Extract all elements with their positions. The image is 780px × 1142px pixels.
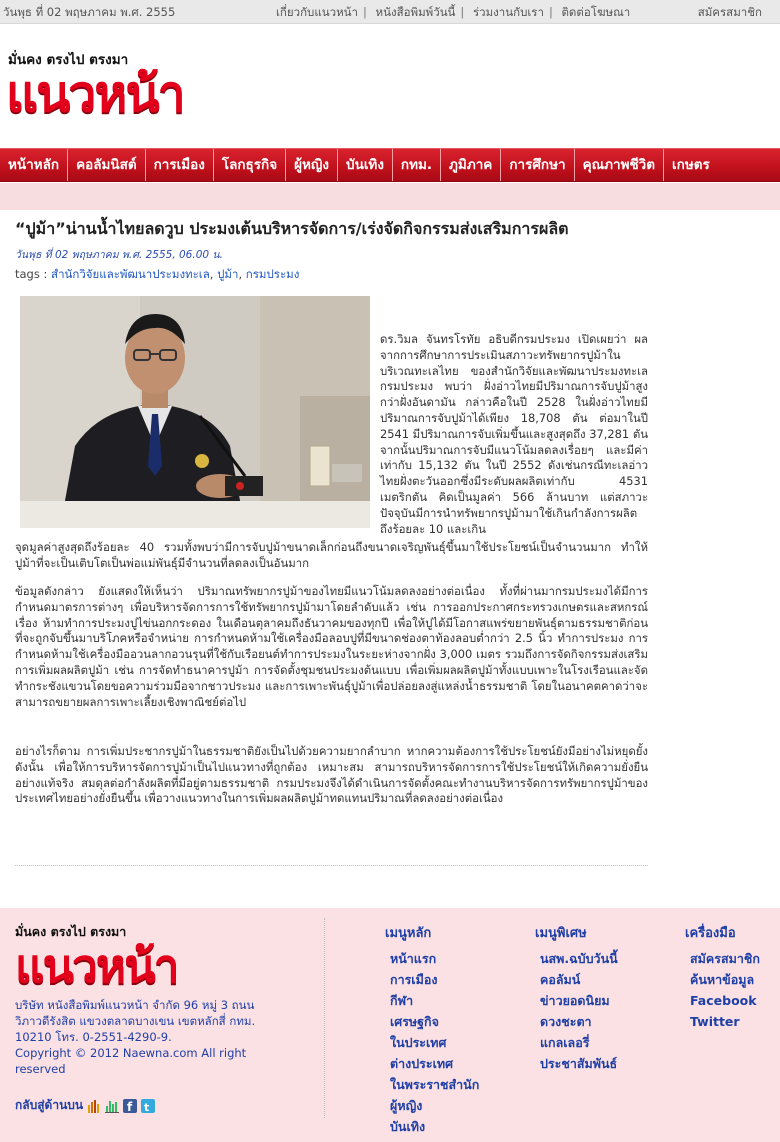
- footer-link[interactable]: ในพระราชสำนัก: [390, 1077, 480, 1092]
- nav-bangkok[interactable]: กทม.: [393, 149, 441, 181]
- logo-wordmark: แนวหน้า: [6, 65, 184, 123]
- footer-menu-heading: เมนูหลัก: [385, 926, 432, 941]
- footer-logo-wordmark: แนวหน้า: [15, 939, 178, 993]
- nav-columnists[interactable]: คอลัมนิสต์: [68, 149, 146, 181]
- top-link-advertise[interactable]: ติดต่อโฆษณา: [561, 5, 631, 19]
- separator: |: [548, 5, 553, 19]
- twitter-icon[interactable]: [141, 1099, 155, 1113]
- nav-subbar: [0, 183, 780, 210]
- footer-menu-heading: เมนูพิเศษ: [535, 926, 587, 941]
- footer-link[interactable]: ในประเทศ: [390, 1035, 447, 1050]
- footer-link[interactable]: เศรษฐกิจ: [390, 1014, 439, 1029]
- footer-link[interactable]: บันเทิง: [390, 1119, 426, 1134]
- top-bar: [0, 0, 780, 24]
- nav-agriculture[interactable]: เกษตร: [672, 157, 710, 173]
- footer-link[interactable]: คอลัมน์: [540, 972, 581, 987]
- top-links: [276, 4, 630, 22]
- site-logo[interactable]: [6, 48, 246, 128]
- tags-label: tags :: [15, 267, 48, 281]
- article-paragraph: อย่างไรก็ตาม การเพิ่มประชากรปูม้าในธรรมชาติยังเป็นไปด้วยความยากลำบาก หากความต้องการใช้ประโยชน์ยังมีอย่างไม่หยุดยั้ง ดังนั้น เพื่อให้การบริหารจัดการปูม้าเป็นไปแนวทางที่ถูกต้อง เหมาะสม สามารถบริหารจัดการการใช้ประโยชน์ให้เกิดความยั่งยืนอย่างแท้จริง สมดุลต่อกำลังผลิตที่มีอยู่ตามธรรมชาติ กรมประมงจึงได้ดำเนินการจัดตั้งคณะทำงานบริหารจัดการทรัพยากรปูม้าของประเทศไทยอย่างยั่งยืนขึ้น เพื่อวางแนวทางในการเพิ่มผลผลิตปูม้าทดแทนปริมาณที่ลดลงอย่างต่อเนื่อง: [15, 744, 648, 806]
- article-date: วันพุธ ที่ 02 พฤษภาคม พ.ศ. 2555, 06.00 น.: [15, 249, 223, 261]
- top-link-about[interactable]: เกี่ยวกับแนวหน้า: [276, 5, 358, 19]
- footer-divider: [324, 918, 325, 1118]
- footer-logo[interactable]: [15, 922, 255, 993]
- footer-main-menu: [385, 922, 479, 1137]
- article-paragraph: ดร.วิมล จันทรโรทัย อธิบดีกรมประมง เปิดเผยว่า ผลจากการศึกษาการประเมินสภาวะทรัพยากรปูม้าในบริเวณทะเลไทย ของสำนักวิจัยและพัฒนาประมงทะเล กรมประมง พบว่า ฝั่งอ่าวไทยมีปริมาณการจับปูม้าสูงกว่าฝั่งอันดามัน กล่าวคือในปี 2528 ในฝั่งอ่าวไทยมีปริมาณการจับปูม้าได้เพียง 18,708 ตัน ต่อมาในปี 2541 มีปริมาณการจับเพิ่มขึ้นและสูงสุดถึง 37,281 ตัน จากนั้นปริมาณการจับมีแนวโน้มลดลงเรื่อยๆ และมีค่าเท่ากับ 15,132 ตัน ในปี 2552 ดังเช่นกรณีทะเลอ่าวไทยฝั่งตะวันออกซึ่งมีระดับผลผลิตเท่ากับ 4531 เมตริกตัน คิดเป็นมูลค่า 566 ล้านบาท แต่สภาวะปัจจุบันมีการนำทรัพยากรปูม้ามาใช้เกินกำลังการผลิตถึงร้อยละ 10 และเกิน: [380, 332, 648, 536]
- top-link-subscribe[interactable]: สมัครสมาชิก: [697, 5, 762, 19]
- main-nav: [0, 148, 780, 182]
- nav-home[interactable]: หน้าหลัก: [0, 149, 68, 181]
- article-title: “ปูม้า”น่านน้ำไทยลดวูบ ประมงเต้นบริหารจัดการ/เร่งจัดกิจกรรมส่งเสริมการผลิต: [15, 219, 569, 238]
- top-link-today-paper[interactable]: หนังสือพิมพ์วันนี้: [375, 5, 456, 19]
- photo-illustration: [20, 296, 370, 528]
- footer-link[interactable]: กีฬา: [390, 993, 414, 1008]
- nav-women[interactable]: ผู้หญิง: [286, 149, 338, 181]
- footer-link[interactable]: นสพ.ฉบับวันนี้: [540, 951, 618, 966]
- nav-entertainment[interactable]: บันเทิง: [338, 149, 393, 181]
- back-to-top-label: กลับสู่ด้านบน: [15, 1098, 84, 1112]
- article-divider: [15, 865, 648, 866]
- footer-special-menu: [535, 922, 618, 1074]
- footer-link[interactable]: แกลเลอรี่: [540, 1035, 590, 1050]
- separator: |: [362, 5, 367, 19]
- current-date: วันพุธ ที่ 02 พฤษภาคม พ.ศ. 2555: [3, 5, 176, 19]
- footer-link[interactable]: ประชาสัมพันธ์: [540, 1056, 618, 1071]
- footer-address: [15, 997, 277, 1077]
- tag-link[interactable]: กรมประมง: [245, 267, 300, 281]
- tag-link[interactable]: สำนักวิจัยและพัฒนาประมงทะเล: [51, 267, 210, 281]
- footer-link[interactable]: ค้นหาข้อมูล: [690, 972, 755, 987]
- footer-link[interactable]: Twitter: [690, 1014, 740, 1029]
- facebook-icon[interactable]: [123, 1099, 137, 1113]
- nav-education[interactable]: การศึกษา: [501, 149, 574, 181]
- article-paragraph: ข้อมูลดังกล่าว ยังแสดงให้เห็นว่า ปริมาณทรัพยากรปูม้าของไทยมีแนวโน้มลดลงอย่างต่อเนื่อง ทั้งที่ผ่านมากรมประมงได้มีการกำหนดมาตรการต่างๆ เพื่อบริหารจัดการการใช้ทรัพยากรปูม้ามาโดยลำดับแล้ว เช่น การออกประกาศกระทรวงเกษตรและสหกรณ์ เรื่อง ห้ามทำการประมงปูไข่นอกกระดอง ในเดือนตุลาคมถึงธันวาคมของทุกปี เพื่อให้ปูได้มีโอกาสแพร่ขยายพันธุ์ตามธรรมชาติก่อนที่จะถูกจับขึ้นมาบริโภคหรือจำหน่าย การกำหนดห้ามใช้เครื่องมือลอบปูที่มีขนาดช่องตาท้องลอบต่ำกว่า 2.5 นิ้ว ทำการประมง การกำหนดห้ามใช้เครื่องมืออวนลากอวนรุนที่ใช้กับเรือยนต์ทำการประมงในระยะห่างจากฝั่ง 3,000 เมตร รวมถึงการจัดกิจกรรมส่งเสริมการเพิ่มผลผลิตปูม้า เช่น การจัดทำธนาคารปูม้า การจัดตั้งชุมชนประมงต้นแบบ เพื่อเพิ่มผลผลิตปูม้าทั้งแบบเพาะในโรงเรือนและจัดทำกระชังแขวนโดยขอความร่วมมือจากชาวประมง และการเพาะพันธุ์ปูม้าเพื่อปล่อยลงสู่แหล่งน้ำธรรมชาติ โดยในอนาคตคาดว่าจะสามารถขยายผลการเพาะเลี้ยงเชิงพาณิชย์ต่อไป: [15, 584, 648, 709]
- nav-politics[interactable]: การเมือง: [146, 149, 214, 181]
- back-to-top-link[interactable]: [15, 1096, 155, 1115]
- footer-link[interactable]: หน้าแรก: [390, 951, 437, 966]
- footer-link[interactable]: ต่างประเทศ: [390, 1056, 454, 1071]
- company-address: บริษัท หนังสือพิมพ์แนวหน้า จำกัด 96 หมู่ 3 ถนนวิภาวดีรังสิต แขวงตลาดบางเขน เขตหลักสี่ กทม. 10210 โทร. 0-2551-4290-9.: [15, 998, 256, 1044]
- footer-menu-heading: เครื่องมือ: [685, 926, 736, 941]
- footer-link[interactable]: สมัครสมาชิก: [690, 951, 760, 966]
- chart-icon[interactable]: [105, 1099, 119, 1113]
- logo-tagline: มั่นคง ตรงไป ตรงมา: [8, 52, 129, 68]
- tag-link[interactable]: ปูม้า: [217, 267, 239, 281]
- footer-link[interactable]: ดวงชะตา: [540, 1014, 592, 1029]
- article-paragraph: จุดมูลค่าสูงสุดถึงร้อยละ 40 รวมทั้งพบว่ามีการจับปูม้าขนาดเล็กก่อนถึงขนาดเจริญพันธุ์ขึ้นมาใช้ประโยชน์เป็นจำนวนมาก ทำให้ปูม้าที่จะเป็นเติบโตเป็นพ่อแม่พันธุ์มีจำนวนที่ลดลงเป็นอันมาก: [15, 540, 648, 570]
- footer-link[interactable]: ผู้หญิง: [390, 1098, 423, 1113]
- footer-tools-menu: [685, 922, 760, 1032]
- rss-bars-icon[interactable]: [87, 1099, 101, 1113]
- footer-logo-tagline: มั่นคง ตรงไป ตรงมา: [15, 924, 127, 939]
- footer-link[interactable]: ข่าวยอดนิยม: [540, 993, 610, 1008]
- nav-business[interactable]: โลกธุรกิจ: [214, 149, 286, 181]
- article-photo: [20, 296, 370, 528]
- svg-text:t: t: [144, 1100, 150, 1113]
- article-tags: tags : สำนักวิจัยและพัฒนาประมงทะเล, ปูม้า, กรมประมง: [15, 267, 300, 281]
- separator: |: [460, 5, 465, 19]
- footer-link[interactable]: Facebook: [690, 993, 757, 1008]
- nav-regional[interactable]: ภูมิภาค: [441, 149, 501, 181]
- svg-text:f: f: [127, 1099, 133, 1113]
- site-footer: [0, 908, 780, 1142]
- footer-link[interactable]: การเมือง: [390, 972, 438, 987]
- copyright: Copyright © 2012 Naewna.com All right reserved: [15, 1046, 247, 1076]
- nav-quality-of-life[interactable]: คุณภาพชีวิต: [575, 149, 664, 181]
- top-link-careers[interactable]: ร่วมงานกับเรา: [472, 5, 544, 19]
